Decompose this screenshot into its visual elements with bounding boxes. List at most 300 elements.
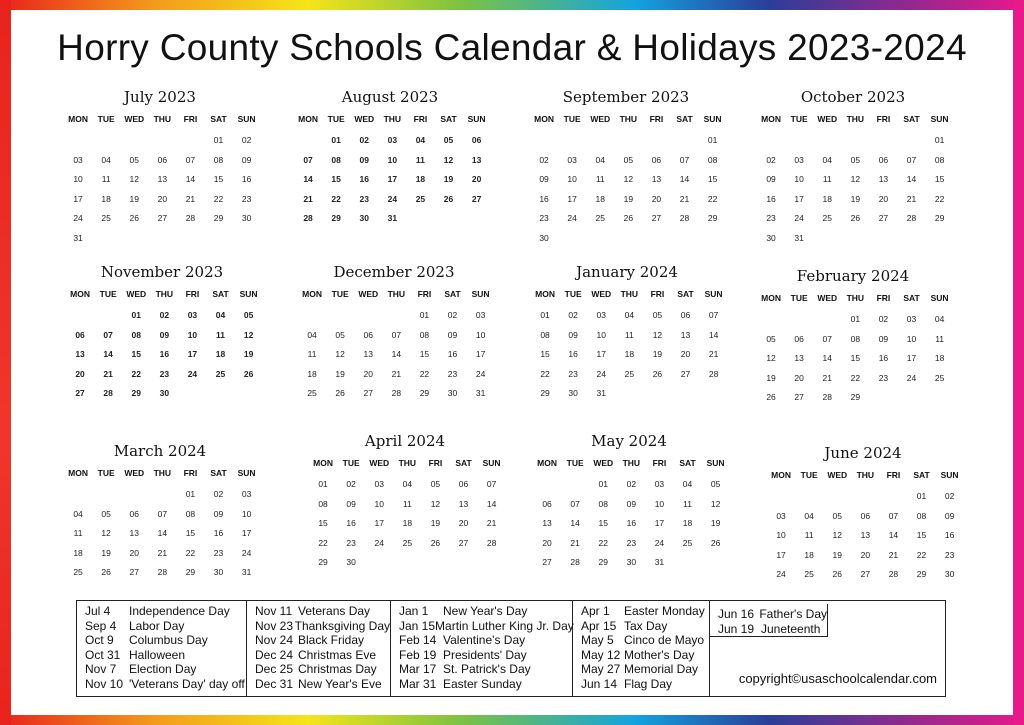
weekday-label: WED	[591, 289, 612, 299]
day-cell: 28	[185, 213, 196, 224]
day-cell: 04	[804, 510, 814, 521]
empty-cell	[813, 134, 841, 154]
month-calendar	[66, 263, 258, 407]
weekday-label: SAT	[903, 293, 920, 303]
day-cell: 12	[850, 174, 861, 185]
day-cell: 28	[303, 213, 313, 224]
month-calendar	[531, 263, 723, 407]
day-cell: 05	[443, 135, 454, 145]
day-cell: 11	[415, 154, 425, 165]
holiday-column-5	[710, 601, 945, 696]
day-cell: 14	[303, 174, 313, 185]
weekday-label: FRI	[876, 293, 891, 303]
empty-cell	[642, 134, 670, 154]
day-cell: 03	[374, 479, 384, 489]
day-cell: 21	[822, 372, 832, 383]
weekday-label: SAT	[677, 289, 694, 299]
day-cell: 10	[374, 498, 384, 509]
page-title: Horry County Schools Calendar & Holidays 2023-2024	[57, 27, 967, 68]
day-cell: 19	[623, 193, 634, 204]
day-cell: 23	[213, 547, 224, 558]
day-cell: 23	[944, 549, 955, 560]
weekday-label: SAT	[455, 458, 472, 468]
day-cell: 14	[103, 349, 113, 360]
day-cell: 18	[307, 368, 317, 379]
day-cell: 02	[213, 489, 224, 499]
empty-cell	[64, 134, 92, 154]
day-cell: 21	[570, 537, 580, 548]
day-cell: 06	[157, 154, 168, 165]
month-calendar	[767, 444, 959, 588]
day-cell: 05	[766, 333, 776, 344]
weekday-label: TUE	[97, 468, 115, 478]
day-cell: 12	[430, 498, 441, 509]
day-cell: 07	[708, 310, 719, 320]
weekday-header	[66, 289, 258, 299]
day-cell: 13	[860, 530, 871, 541]
weekday-label: TUE	[800, 470, 818, 480]
day-cell: 28	[679, 213, 690, 224]
empty-cell	[841, 134, 869, 154]
day-cell: 11	[935, 333, 945, 344]
day-cell: 02	[159, 310, 170, 320]
holiday-row: Jul 4 Independence Day	[85, 604, 230, 618]
weekday-label: SUN	[930, 293, 949, 303]
day-cell: 08	[331, 154, 341, 165]
day-cell: 14	[570, 518, 580, 529]
day-cell: 27	[860, 569, 871, 580]
day-cell: 14	[157, 528, 168, 539]
day-cell: 01	[331, 135, 341, 145]
weekday-header	[533, 458, 725, 468]
weekday-label: FRI	[649, 114, 664, 124]
day-cell: 16	[568, 349, 578, 360]
day-cell: 29	[707, 213, 718, 224]
day-cell: 18	[402, 518, 413, 529]
day-cell: 01	[131, 310, 141, 320]
day-cell: 08	[598, 498, 608, 509]
day-cell: 13	[157, 174, 168, 185]
day-grid	[66, 309, 258, 407]
day-grid	[757, 313, 949, 411]
day-cell: 23	[359, 193, 369, 204]
day-cell: 15	[185, 528, 196, 539]
day-cell: 10	[567, 174, 577, 185]
weekday-label: THU	[153, 468, 172, 478]
day-cell: 02	[346, 479, 356, 489]
month-calendar	[298, 263, 490, 407]
day-cell: 09	[539, 174, 549, 185]
empty-cell	[92, 134, 120, 154]
day-cell: 18	[101, 193, 111, 204]
day-cell: 16	[159, 349, 170, 360]
weekday-label: SUN	[482, 458, 501, 468]
day-cell: 16	[447, 349, 458, 360]
day-cell: 11	[73, 528, 83, 539]
empty-cell	[767, 490, 795, 510]
day-cell: 29	[598, 557, 608, 568]
day-grid	[530, 134, 722, 252]
day-cell: 17	[567, 193, 577, 204]
day-cell: 27	[651, 213, 662, 224]
day-grid	[298, 309, 490, 407]
day-cell: 04	[73, 508, 83, 519]
day-cell: 25	[595, 213, 605, 224]
day-cell: 13	[75, 349, 85, 360]
day-cell: 31	[596, 388, 606, 399]
month-calendar	[64, 88, 256, 252]
day-cell: 21	[708, 349, 719, 360]
weekday-label: TUE	[99, 289, 117, 299]
day-cell: 01	[185, 489, 196, 499]
weekday-label: MON	[761, 293, 781, 303]
weekday-label: MON	[535, 289, 555, 299]
month-calendar	[309, 432, 501, 576]
day-cell: 15	[916, 530, 927, 541]
day-cell: 05	[101, 508, 111, 519]
holiday-row: Apr 1 Easter Monday	[581, 604, 705, 618]
day-cell: 16	[241, 174, 252, 185]
weekday-header	[530, 114, 722, 124]
day-cell: 05	[832, 510, 842, 521]
weekday-label: SAT	[440, 114, 457, 124]
weekday-label: SAT	[679, 458, 696, 468]
day-cell: 09	[766, 174, 776, 185]
day-cell: 11	[624, 329, 634, 340]
day-cell: 16	[766, 193, 776, 204]
day-cell: 04	[682, 479, 693, 489]
weekday-label: MON	[68, 114, 88, 124]
day-cell: 19	[430, 518, 441, 529]
border-right	[1013, 0, 1024, 725]
day-cell: 21	[906, 193, 917, 204]
day-cell: 06	[878, 154, 889, 165]
day-cell: 26	[652, 368, 663, 379]
day-cell: 20	[129, 547, 139, 558]
weekday-label: SUN	[940, 470, 959, 480]
day-cell: 03	[241, 489, 252, 499]
day-cell: 07	[103, 329, 113, 340]
day-cell: 25	[804, 569, 814, 580]
day-cell: 14	[391, 349, 402, 360]
day-cell: 01	[850, 314, 861, 324]
day-cell: 26	[443, 193, 454, 204]
day-cell: 28	[708, 368, 719, 379]
day-cell: 18	[804, 549, 814, 560]
day-cell: 22	[934, 193, 945, 204]
day-cell: 12	[443, 154, 454, 165]
day-grid	[757, 134, 949, 252]
weekday-label: MON	[534, 114, 554, 124]
day-cell: 21	[157, 547, 168, 558]
weekday-label: WED	[124, 468, 145, 478]
empty-cell	[382, 309, 410, 329]
day-cell: 16	[944, 530, 955, 541]
day-cell: 26	[243, 368, 254, 379]
rainbow-border-top	[0, 0, 1024, 10]
day-cell: 22	[850, 372, 861, 383]
empty-cell	[92, 488, 120, 508]
day-cell: 23	[241, 193, 252, 204]
empty-cell	[148, 488, 176, 508]
weekday-label: SAT	[212, 289, 229, 299]
day-cell: 24	[906, 372, 917, 383]
day-cell: 02	[568, 310, 578, 320]
day-cell: 11	[822, 174, 832, 185]
month-name: May 2024	[591, 432, 667, 450]
day-cell: 11	[307, 349, 317, 360]
day-cell: 06	[75, 329, 85, 340]
weekday-label: FRI	[185, 289, 200, 299]
day-cell: 10	[776, 530, 786, 541]
empty-cell	[785, 313, 813, 333]
rainbow-border-bottom	[0, 715, 1024, 725]
day-cell: 13	[542, 518, 552, 529]
empty-cell	[897, 134, 925, 154]
day-cell: 01	[419, 310, 430, 320]
day-cell: 13	[363, 349, 373, 360]
day-cell: 21	[486, 518, 497, 529]
day-cell: 14	[822, 353, 832, 364]
day-cell: 29	[213, 213, 224, 224]
day-cell: 08	[540, 329, 550, 340]
day-cell: 24	[187, 368, 198, 379]
day-cell: 01	[916, 491, 927, 501]
day-cell: 15	[318, 518, 328, 529]
month-calendar	[64, 442, 256, 586]
day-cell: 20	[363, 368, 373, 379]
day-cell: 31	[387, 213, 398, 224]
day-cell: 22	[213, 193, 224, 204]
weekday-label: WED	[817, 114, 838, 124]
day-cell: 17	[794, 193, 804, 204]
day-cell: 15	[331, 174, 341, 185]
day-cell: 01	[213, 135, 224, 145]
weekday-label: FRI	[652, 458, 667, 468]
day-cell: 15	[598, 518, 608, 529]
day-cell: 06	[651, 154, 662, 165]
holiday-row: Dec 31 New Year's Eve	[255, 676, 382, 691]
day-cell: 22	[318, 537, 328, 548]
day-cell: 18	[215, 349, 226, 360]
empty-cell	[64, 488, 92, 508]
day-cell: 21	[679, 193, 690, 204]
day-cell: 05	[129, 154, 139, 165]
day-cell: 05	[710, 479, 721, 489]
day-cell: 15	[707, 174, 718, 185]
day-cell: 30	[626, 557, 637, 568]
empty-cell	[823, 490, 851, 510]
day-cell: 17	[73, 193, 83, 204]
day-cell: 08	[213, 154, 224, 165]
day-cell: 13	[680, 329, 691, 340]
day-cell: 09	[159, 329, 170, 340]
day-cell: 23	[568, 368, 578, 379]
day-cell: 16	[359, 174, 369, 185]
month-name: January 2024	[576, 263, 678, 281]
day-cell: 22	[185, 547, 196, 558]
day-cell: 28	[570, 557, 580, 568]
day-cell: 07	[679, 154, 690, 165]
day-cell: 07	[157, 508, 168, 519]
day-cell: 28	[391, 388, 402, 399]
day-cell: 02	[766, 154, 776, 165]
day-cell: 07	[906, 154, 917, 165]
day-cell: 25	[402, 537, 413, 548]
holiday-row: May 12 Mother's Day	[581, 647, 695, 662]
weekday-label: SUN	[237, 468, 256, 478]
empty-cell	[558, 134, 586, 154]
day-cell: 28	[906, 213, 917, 224]
day-cell: 25	[101, 213, 111, 224]
day-cell: 22	[331, 193, 341, 204]
day-cell: 20	[878, 193, 889, 204]
weekday-label: WED	[369, 458, 390, 468]
day-cell: 04	[624, 310, 635, 320]
month-name: October 2023	[800, 88, 906, 106]
day-cell: 26	[335, 388, 345, 399]
weekday-label: MON	[302, 289, 322, 299]
day-cell: 24	[73, 213, 83, 224]
day-cell: 06	[794, 333, 804, 344]
weekday-label: THU	[622, 458, 641, 468]
day-cell: 13	[458, 498, 469, 509]
day-grid	[64, 134, 256, 252]
weekday-label: FRI	[876, 114, 891, 124]
day-cell: 26	[101, 567, 111, 578]
day-cell: 02	[878, 314, 889, 324]
day-cell: 25	[215, 368, 226, 379]
day-cell: 31	[475, 388, 486, 399]
day-cell: 27	[75, 388, 85, 399]
holiday-row: Nov 10 'Veterans Day' day off	[85, 676, 245, 691]
empty-cell	[869, 134, 897, 154]
day-grid	[64, 488, 256, 586]
holiday-box-june	[710, 604, 828, 637]
day-cell: 03	[387, 135, 398, 145]
weekday-label: SUN	[471, 289, 490, 299]
day-cell: 04	[101, 154, 111, 165]
day-cell: 05	[430, 479, 441, 489]
day-cell: 24	[567, 213, 577, 224]
holiday-row: Feb 19 Presidents' Day	[399, 647, 527, 662]
empty-cell	[670, 134, 698, 154]
day-cell: 12	[652, 329, 663, 340]
day-cell: 20	[458, 518, 469, 529]
day-cell: 20	[542, 537, 552, 548]
empty-cell	[813, 313, 841, 333]
empty-cell	[533, 478, 561, 498]
day-cell: 10	[596, 329, 606, 340]
weekday-label: SAT	[676, 114, 693, 124]
day-cell: 14	[486, 498, 497, 509]
weekday-label: FRI	[886, 470, 901, 480]
weekday-label: MON	[537, 458, 557, 468]
day-cell: 12	[623, 174, 634, 185]
day-cell: 15	[419, 349, 430, 360]
weekday-label: SUN	[239, 289, 258, 299]
month-name: December 2023	[333, 263, 455, 281]
day-cell: 05	[850, 154, 861, 165]
day-cell: 21	[303, 193, 313, 204]
day-cell: 26	[129, 213, 139, 224]
holiday-row: Sep 4 Labor Day	[85, 618, 185, 633]
day-cell: 29	[185, 567, 196, 578]
empty-cell	[120, 488, 148, 508]
day-cell: 31	[241, 567, 252, 578]
day-cell: 11	[216, 329, 226, 340]
weekday-label: FRI	[428, 458, 443, 468]
weekday-label: WED	[358, 289, 379, 299]
weekday-label: THU	[856, 470, 875, 480]
day-cell: 03	[596, 310, 606, 320]
day-cell: 23	[159, 368, 170, 379]
weekday-label: SAT	[444, 289, 461, 299]
day-cell: 17	[776, 549, 786, 560]
day-cell: 10	[187, 329, 198, 340]
day-cell: 06	[458, 479, 469, 489]
day-cell: 23	[878, 372, 889, 383]
weekday-label: MON	[68, 468, 88, 478]
weekday-header	[757, 114, 949, 124]
day-cell: 02	[626, 479, 637, 489]
weekday-label: SAT	[903, 114, 920, 124]
day-cell: 04	[402, 479, 413, 489]
weekday-label: SUN	[237, 114, 256, 124]
day-cell: 03	[73, 154, 83, 165]
day-cell: 01	[707, 135, 718, 145]
weekday-header	[531, 289, 723, 299]
day-cell: 22	[707, 193, 718, 204]
day-cell: 16	[346, 518, 356, 529]
empty-cell	[326, 309, 354, 329]
day-cell: 10	[387, 154, 398, 165]
month-name: March 2024	[113, 442, 207, 460]
day-cell: 28	[157, 567, 168, 578]
day-cell: 26	[430, 537, 441, 548]
day-cell: 19	[766, 372, 776, 383]
weekday-label: TUE	[331, 289, 349, 299]
day-cell: 28	[822, 392, 832, 403]
day-cell: 24	[596, 368, 606, 379]
day-cell: 21	[185, 193, 196, 204]
day-cell: 24	[794, 213, 804, 224]
day-cell: 29	[331, 213, 341, 224]
day-cell: 18	[73, 547, 83, 558]
day-cell: 29	[850, 392, 861, 403]
day-cell: 14	[888, 530, 899, 541]
day-cell: 13	[471, 154, 482, 165]
day-cell: 11	[101, 174, 111, 185]
day-cell: 10	[73, 174, 83, 185]
weekday-label: SUN	[703, 114, 722, 124]
weekday-label: SAT	[913, 470, 930, 480]
day-cell: 03	[475, 310, 486, 320]
day-cell: 05	[243, 310, 254, 320]
empty-cell	[879, 490, 907, 510]
empty-cell	[294, 134, 322, 154]
day-cell: 03	[776, 510, 786, 521]
day-cell: 30	[359, 213, 369, 224]
day-cell: 22	[598, 537, 608, 548]
day-cell: 01	[318, 479, 328, 489]
day-cell: 04	[595, 154, 605, 165]
day-cell: 17	[374, 518, 384, 529]
day-cell: 26	[623, 213, 634, 224]
day-cell: 22	[131, 368, 141, 379]
weekday-label: FRI	[650, 289, 665, 299]
day-cell: 06	[542, 498, 552, 509]
